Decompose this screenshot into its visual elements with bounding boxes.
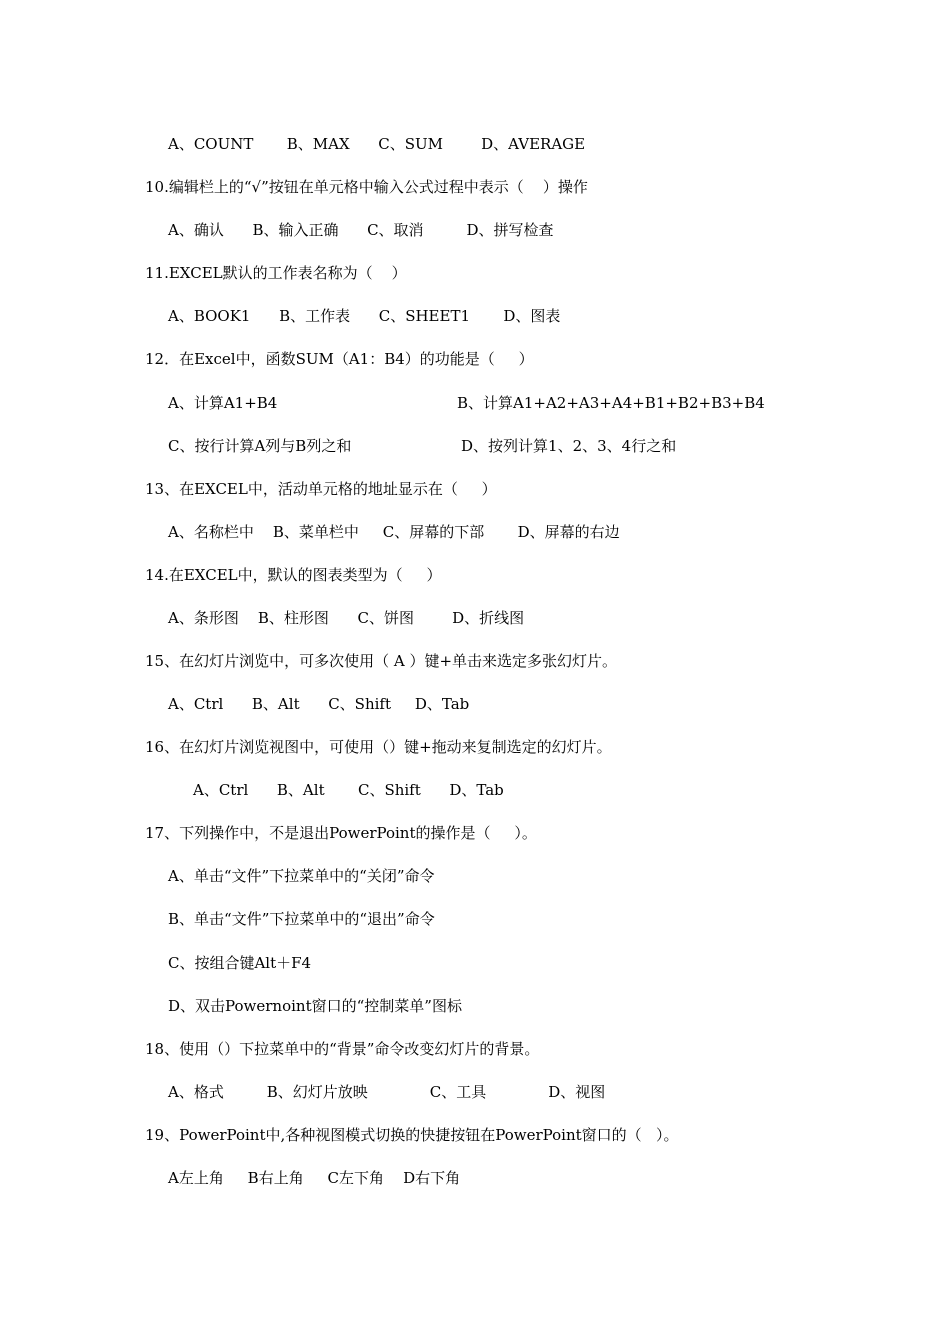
q18-question: 18、使用（）下拉菜单中的“背景”命令改变幻灯片的背景。: [145, 1040, 540, 1058]
q12-option-d: D、按列计算1、2、3、4行之和: [461, 437, 677, 455]
q19-question: 19、PowerPoint中,各种视图模式切换的快捷按钮在PowerPoint窗口的（ ）。: [145, 1126, 679, 1144]
q12-question: 12．在Excel中，函数SUM（A1：B4）的功能是（ ）: [145, 350, 534, 368]
q17-option-c: C、按组合键Alt＋F4: [168, 954, 312, 972]
q14-options: A、条形图 B、柱形图 C、饼图 D、折线图: [168, 609, 525, 627]
q17-question: 17、下列操作中，不是退出PowerPoint的操作是（ ）。: [145, 824, 537, 842]
q9-options: A、COUNT B、MAX C、SUM D、AVERAGE: [168, 135, 586, 153]
q13-options: A、名称栏中 B、菜单栏中 C、屏幕的下部 D、屏幕的右边: [168, 523, 620, 541]
q10-question: 10.编辑栏上的“√”按钮在单元格中输入公式过程中表示（ ）操作: [145, 178, 588, 196]
q12-option-a: A、计算A1+B4: [168, 394, 278, 412]
q15-question: 15、在幻灯片浏览中，可多次使用（ A ）键+单击来选定多张幻灯片。: [145, 652, 618, 670]
q17-option-b: B、单击“文件”下拉菜单中的“退出”命令: [168, 910, 435, 928]
q14-question: 14.在EXCEL中，默认的图表类型为（ ）: [145, 566, 442, 584]
q17-option-a: A、单击“文件”下拉菜单中的“关闭”命令: [168, 867, 435, 885]
q11-options: A、BOOK1 B、工作表 C、SHEET1 D、图表: [168, 307, 561, 325]
q15-options: A、Ctrl B、Alt C、Shift D、Tab: [168, 695, 470, 713]
q11-question: 11.EXCEL默认的工作表名称为（ ）: [145, 264, 407, 282]
q12-option-c: C、按行计算A列与B列之和: [168, 437, 352, 455]
q16-question: 16、在幻灯片浏览视图中，可使用（）键+拖动来复制选定的幻灯片。: [145, 738, 612, 756]
q19-options: A左上角 B右上角 C左下角 D右下角: [168, 1169, 461, 1187]
q10-options: A、确认 B、输入正确 C、取消 D、拼写检查: [168, 221, 554, 239]
q18-options: A、格式 B、幻灯片放映 C、工具 D、视图: [168, 1083, 606, 1101]
q17-option-d: D、双击Powernoint窗口的“控制菜单”图标: [168, 997, 462, 1015]
q12-option-b: B、计算A1+A2+A3+A4+B1+B2+B3+B4: [457, 394, 765, 412]
q16-options: A、Ctrl B、Alt C、Shift D、Tab: [193, 781, 504, 799]
q13-question: 13、在EXCEL中，活动单元格的地址显示在（ ）: [145, 480, 497, 498]
